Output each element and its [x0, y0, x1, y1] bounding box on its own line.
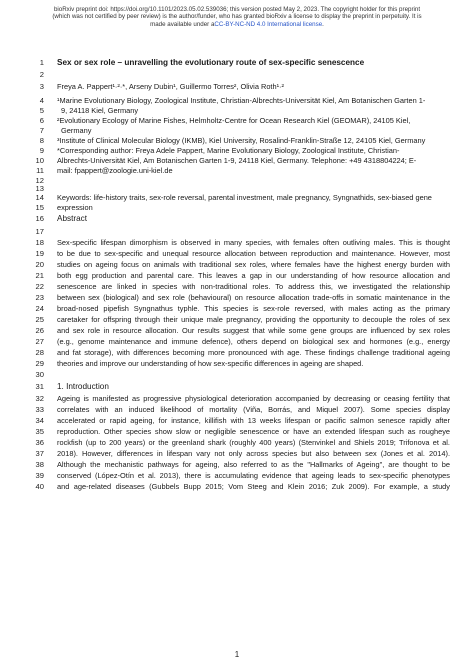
- line-text: ²Evolutionary Ecology of Marine Fishes, Helmholtz-Centre for Ocean Research Kiel (GEOMAR), 24105 Kiel,: [57, 116, 411, 125]
- line-text: Albrechts-Universität Kiel, Am Botanischen Garten 1-9, 24118 Kiel, Germany. Telephone: +49 4318804224; E-: [57, 156, 417, 165]
- section-heading: Abstract: [57, 214, 88, 223]
- line-number: 25: [35, 315, 44, 324]
- line-number: 37: [35, 449, 44, 458]
- manuscript-line: [0, 470, 474, 481]
- line-number: 32: [35, 394, 44, 403]
- line-number: 16: [35, 214, 44, 223]
- line-text: conserved (López-Otín et al. 2013), there is accumulating evidence that ageing leads to sex-specific phenotypes: [57, 471, 450, 480]
- manuscript-line: [0, 226, 474, 237]
- manuscript-line: [0, 426, 474, 437]
- line-text: mail: fpappert@zoologie.uni-kiel.de: [57, 166, 173, 175]
- line-text: between sex (biological) and sex role (behavioural) on resource allocation trade-offs in somatic maintenance in the: [57, 293, 450, 302]
- line-number: 9: [39, 146, 44, 155]
- line-number: 10: [35, 156, 44, 165]
- line-number: 20: [35, 260, 44, 269]
- line-text: Keywords: life-history traits, sex-role reversal, parental investment, male pregnancy, Syngnathids, sex-biased gene: [57, 193, 432, 202]
- line-number: 40: [35, 482, 44, 491]
- line-number: 34: [35, 416, 44, 425]
- manuscript-line: [0, 237, 474, 248]
- line-text: both egg production and parental care. This leaves a gap in our understanding of how resource allocation and: [57, 271, 450, 280]
- line-number: 14: [35, 193, 44, 202]
- line-text: ³Institute of Clinical Molecular Biology (IKMB), Kiel University, Rosalind-Franklin-Straße 12, 24105 Kiel, Germany: [57, 136, 426, 145]
- line-text: and fat storage), with differences becoming more pronounced with age. These findings challenge traditional ageing: [57, 348, 450, 357]
- line-number: 7: [39, 126, 44, 135]
- header-line-3-pre: made available under a: [150, 20, 215, 28]
- line-number: 21: [35, 271, 44, 280]
- manuscript-line: [0, 57, 474, 68]
- manuscript-line: [0, 202, 474, 213]
- line-text: Sex-specific lifespan dimorphism is observed in many species, with females often outliving males. This is thought: [57, 238, 450, 247]
- line-number: 18: [35, 238, 44, 247]
- line-number: 3: [39, 82, 44, 91]
- line-text: expression: [57, 203, 93, 212]
- line-number: 15: [35, 203, 44, 212]
- manuscript-line: [0, 347, 474, 358]
- line-number: 26: [35, 326, 44, 335]
- section-heading: 1. Introduction: [57, 382, 109, 391]
- manuscript-line: [0, 69, 474, 80]
- license-link[interactable]: CC-BY-NC-ND 4.0 International license: [214, 20, 323, 28]
- line-number: 17: [35, 227, 44, 236]
- line-text: and sex role in resource allocation. Our results suggest that while some gene groups are influenced by sex roles: [57, 326, 450, 335]
- line-text: studies on ageing focus on animals with traditional sex roles, where females have the highest energy burden with: [57, 260, 450, 269]
- manuscript-line: [0, 292, 474, 303]
- header-line-2: (which was not certified by peer review) is the author/funder, who has granted bioRxiv a license to display the preprint in perpetuity. It is: [52, 13, 422, 21]
- line-text: reproduction. Other species show slow or negligible senescence or have an extended lifespan such as rougheye: [57, 427, 450, 436]
- line-text: correlates with an induced likelihood of mortality (Viña, Borrás, and Miquel 2007). Some species display: [57, 405, 450, 414]
- line-number: 13: [35, 184, 44, 193]
- manuscript-line: [0, 381, 474, 392]
- line-text: to be due to sex-specific and unequal resource allocation between reproduction and maintenance. However, most: [57, 249, 450, 258]
- header-line-3-post: .: [322, 20, 324, 28]
- manuscript-line: [0, 81, 474, 92]
- manuscript-line: [0, 437, 474, 448]
- line-number: 22: [35, 282, 44, 291]
- manuscript-line: [0, 358, 474, 369]
- line-number: 28: [35, 348, 44, 357]
- line-text: 2018). However, differences in lifespan vary not only across species but also between sex (Jones et al. 2014).: [57, 449, 450, 458]
- line-text: broad-nosed pipefish Syngnathus typhle. This species is sex-role reversed, with males acting as the primary: [57, 304, 450, 313]
- manuscript-line: [0, 415, 474, 426]
- line-number: 30: [35, 370, 44, 379]
- line-text: accelerated or rapid ageing, for instance, killifish with 13 weeks lifespan or pacific salmon senesce rapidly after: [57, 416, 450, 425]
- header-line-3: [0, 21, 474, 28]
- manuscript-line: [0, 248, 474, 259]
- line-number: 31: [35, 382, 44, 391]
- line-number: 19: [35, 249, 44, 258]
- line-text: Although the mechanistic pathways for ageing, also referred to as the "Hallmarks of Ageing", are thought to be: [57, 460, 450, 469]
- manuscript-line: [0, 369, 474, 380]
- manuscript-line: [0, 314, 474, 325]
- manuscript-line: [0, 303, 474, 314]
- line-text: 9, 24118 Kiel, Germany: [61, 106, 139, 115]
- line-number: 29: [35, 359, 44, 368]
- line-text: Germany: [61, 126, 92, 135]
- line-number: 11: [36, 166, 44, 175]
- line-number: 8: [39, 136, 44, 145]
- manuscript-line: [0, 336, 474, 347]
- line-text: Ageing is manifested as progressive physiological deterioration accompanied by decreasing or ceasing fertility that: [57, 394, 450, 403]
- line-number: 1: [39, 58, 44, 67]
- line-text: rockfish (up to 200 years) or the greenland shark (roughly 400 years) (Stenvinkel and Shiels 2019; Trifonova et al.: [57, 438, 450, 447]
- manuscript-line: [0, 448, 474, 459]
- manuscript-line: [0, 393, 474, 404]
- manuscript-line: [0, 325, 474, 336]
- manuscript-line: [0, 459, 474, 470]
- line-number: 6: [39, 116, 44, 125]
- line-number: 23: [35, 293, 44, 302]
- line-number: 5: [39, 106, 44, 115]
- line-text: *Corresponding author: Freya Adele Pappert, Marine Evolutionary Biology, Zoological Institute, Christian-: [57, 146, 400, 155]
- paper-title: Sex or sex role – unravelling the evolutionary route of sex-specific senescence: [57, 58, 365, 67]
- line-number: 39: [35, 471, 44, 480]
- line-number: 36: [35, 438, 44, 447]
- line-number: 2: [39, 70, 44, 79]
- line-text: caretaker for offspring through their unique male pregnancy, providing the opportunity to decouple the roles of sex: [57, 315, 450, 324]
- line-text: and age-related diseases (Gubbels Bupp 2015; Vom Steeg and Klein 2016; Zuk 2009). For example, a study: [57, 482, 450, 491]
- manuscript-line: [0, 270, 474, 281]
- line-text: ¹Marine Evolutionary Biology, Zoological Institute, Christian-Albrechts-Universität Kiel, Am Botanischen Garten 1-: [57, 96, 426, 105]
- manuscript-line: [0, 281, 474, 292]
- preprint-header: [0, 6, 474, 28]
- manuscript-line: [0, 481, 474, 492]
- line-number: 4: [39, 96, 44, 105]
- line-number: 35: [35, 427, 44, 436]
- line-number: 12: [35, 176, 44, 185]
- line-number: 24: [35, 304, 44, 313]
- page-number: 1: [234, 650, 240, 659]
- header-line-1: bioRxiv preprint doi: https://doi.org/10.1101/2023.05.02.539036; this version posted May 2, 2023. The copyright holder for this preprint: [53, 6, 421, 13]
- line-text: Freya A. Pappert¹·²·*, Arseny Dubin¹, Guillermo Torres², Olivia Roth¹·²: [57, 82, 284, 91]
- manuscript-line: [0, 213, 474, 224]
- line-number: 38: [35, 460, 44, 469]
- line-text: senescence are linked in species with non-traditional roles. To address this, we investigated the relationship: [57, 282, 450, 291]
- line-text: (e.g., genome maintenance and immune defence), others depend on biological sex and hormones (e.g., energy: [57, 337, 450, 346]
- manuscript-line: [0, 404, 474, 415]
- line-number: 33: [35, 405, 44, 414]
- line-text: theories and improve our understanding of how sex-specific differences in ageing are shaped.: [57, 359, 364, 368]
- line-number: 27: [35, 337, 44, 346]
- manuscript-line: [0, 259, 474, 270]
